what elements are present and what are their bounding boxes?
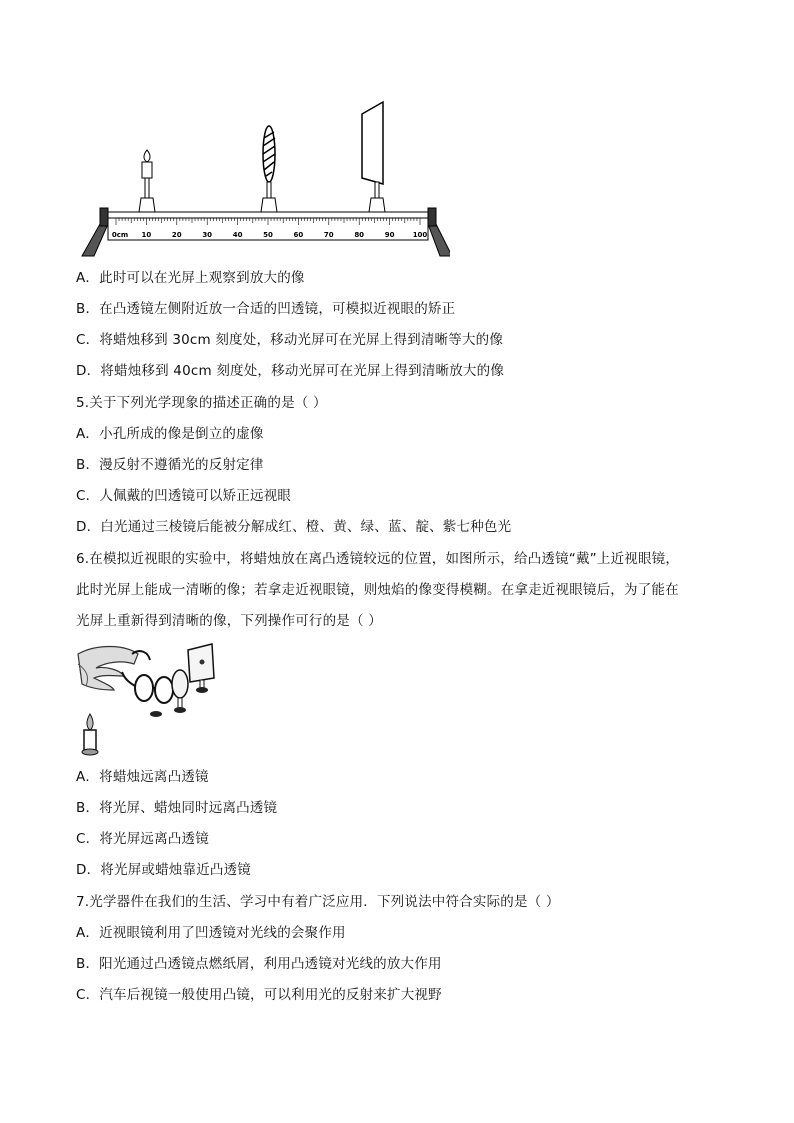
ruler-label: 40 — [232, 231, 243, 239]
q6-option-a: A．将蜡烛远离凸透镜 — [76, 769, 209, 785]
ruler-label: 50 — [263, 231, 273, 239]
q6-option-c: C．将光屏远离凸透镜 — [76, 831, 209, 847]
optical-bench-figure — [78, 96, 450, 260]
bench-left-end — [100, 208, 108, 226]
light-screen — [362, 102, 385, 212]
q5-option-d: D．白光通过三棱镜后能被分解成红、橙、黄、绿、蓝、靛、紫七种色光 — [76, 519, 512, 535]
ruler-label: 90 — [384, 231, 395, 239]
q5-option-b: B．漫反射不遵循光的反射定律 — [76, 457, 264, 473]
q6-option-d: D．将光屏或蜡烛靠近凸透镜 — [76, 862, 251, 878]
q4-option-c: C．将蜡烛移到 30cm 刻度处，移动光屏可在光屏上得到清晰等大的像 — [76, 332, 504, 348]
ruler-label: 70 — [323, 231, 334, 239]
q4-option-a: A．此时可以在光屏上观察到放大的像 — [76, 270, 305, 286]
q4-option-d: D．将蜡烛移到 40cm 刻度处，移动光屏可在光屏上得到清晰放大的像 — [76, 363, 505, 379]
q5-option-a: A．小孔所成的像是倒立的虚像 — [76, 426, 264, 442]
ruler-label: 80 — [354, 231, 365, 239]
q6-option-b: B．将光屏、蜡烛同时远离凸透镜 — [76, 800, 278, 816]
ruler-label: 0cm — [111, 231, 129, 239]
bench-right-end — [428, 208, 436, 226]
bench-left-leg — [82, 224, 108, 256]
ruler-label: 100 — [412, 231, 428, 239]
bench-right-leg — [428, 224, 450, 256]
ruler-label: 20 — [171, 231, 182, 239]
q7-option-b: B．阳光通过凸透镜点燃纸屑，利用凸透镜对光线的放大作用 — [76, 956, 442, 972]
q6-stem-line-1: 6.在模拟近视眼的实验中，将蜡烛放在离凸透镜较远的位置，如图所示，给凸透镜“戴”上近视眼镜， — [76, 551, 680, 567]
q7-option-c: C．汽车后视镜一般使用凸镜，可以利用光的反射来扩大视野 — [76, 987, 442, 1003]
candle-illustration — [82, 714, 98, 755]
q6-stem-line-3: 光屏上重新得到清晰的像，下列操作可行的是（ ） — [76, 613, 382, 629]
myopia-experiment-figure — [76, 642, 222, 758]
screen-stand — [188, 644, 214, 693]
q5-stem: 5.关于下列光学现象的描述正确的是（ ） — [76, 395, 327, 411]
q5-option-c: C．人佩戴的凹透镜可以矫正远视眼 — [76, 488, 292, 504]
bench-rail — [108, 212, 428, 218]
ruler-label: 30 — [202, 231, 213, 239]
q7-stem: 7.光学器件在我们的生活、学习中有着广泛应用．下列说法中符合实际的是（ ） — [76, 894, 560, 910]
q7-option-a: A．近视眼镜利用了凹透镜对光线的会聚作用 — [76, 925, 346, 941]
q6-stem-line-2: 此时光屏上能成一清晰的像；若拿走近视眼镜，则烛焰的像变得模糊。在拿走近视眼镜后，为了能在 — [76, 582, 679, 598]
ruler-label: 10 — [141, 231, 152, 239]
q4-option-b: B．在凸透镜左侧附近放一合适的凹透镜，可模拟近视眼的矫正 — [76, 301, 456, 317]
hand-illustration — [78, 647, 138, 691]
ruler-label: 60 — [293, 231, 304, 239]
convex-lens — [261, 126, 277, 212]
candle — [139, 150, 155, 212]
